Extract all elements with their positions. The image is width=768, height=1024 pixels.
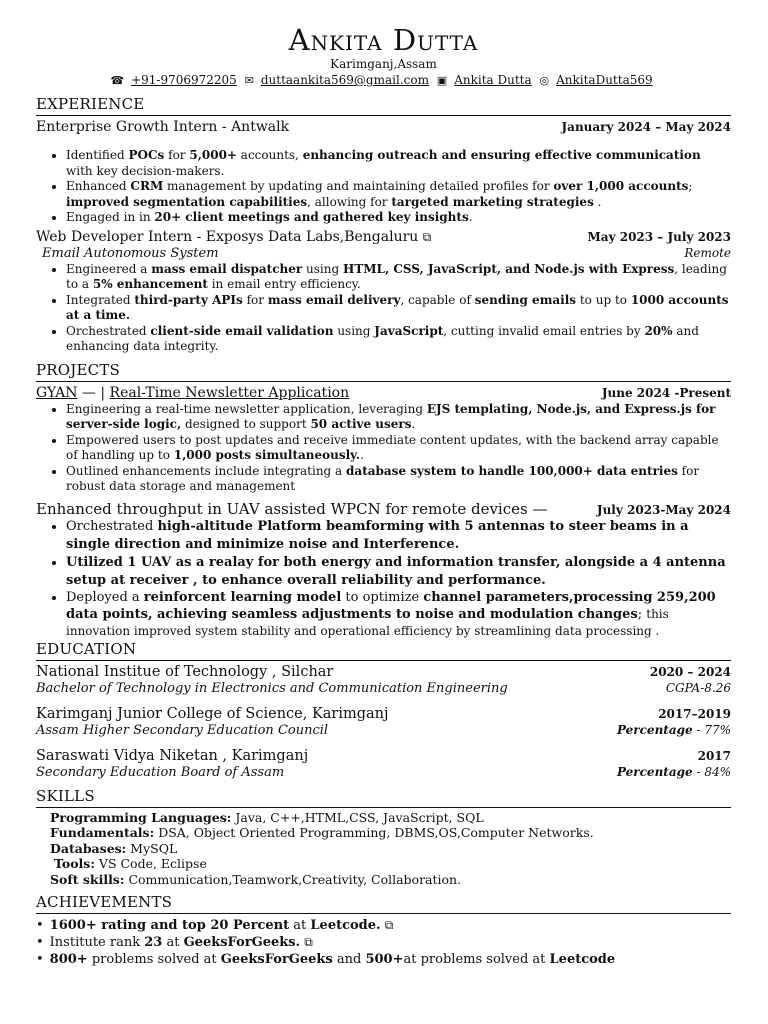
github-link[interactable]: AnkitaDutta569 [556, 73, 653, 87]
edu-grade: - 77% [692, 722, 731, 737]
skill-row: Programming Languages: Java, C++,HTML,CSS, JavaScript, SQL [50, 809, 484, 825]
proj2-bullets [36, 518, 731, 640]
edu-grade: - 84% [692, 764, 731, 779]
edu-school: Karimganj Junior College of Science, Karimganj [36, 705, 389, 722]
contact-line [36, 72, 731, 89]
exp1-role: Enterprise Growth Intern - Antwalk [36, 119, 290, 135]
edu-grade: CGPA-8.26 [665, 680, 731, 695]
phone-link[interactable]: +91-9706972205 [131, 73, 237, 87]
list-item: • Engineering a real-time newsletter application, leveraging EJS templating, Node.js, and Express.js for server-side logic, designed to support 50 active users. [66, 402, 731, 433]
edu-grade-label: Percentage [616, 764, 693, 779]
proj2-name: Enhanced throughput in UAV assisted WPCN for remote devices — [36, 499, 548, 518]
education-heading: EDUCATION [36, 640, 731, 661]
achievements-list [36, 917, 731, 968]
proj1-desc: Real-Time Newsletter Application [109, 384, 350, 401]
proj2-header [36, 500, 731, 518]
exp2-subrow [36, 246, 731, 262]
location: Karimganj,Assam [330, 57, 437, 71]
list-item: • Deployed a reinforcent learning model to optimize channel parameters,processing 259,200 data points, achieving seamless adjustments to noise and modulation changes; this innovation improved system stability and operational efficiency by streamlining data processing . [66, 590, 731, 640]
list-item: • Institute rank 23 at GeeksForGeeks. ⧉ [36, 934, 731, 951]
phone-icon: ☎ [110, 74, 125, 87]
exp2-role: Web Developer Intern - Exposys Data Labs,Bengaluru [36, 228, 419, 245]
proj1-name[interactable]: GYAN [36, 384, 78, 401]
external-link-icon[interactable]: ⧉ [304, 935, 313, 949]
proj1-date: June 2024 -Present [601, 385, 731, 400]
experience-heading: EXPERIENCE [36, 95, 731, 116]
candidate-name: Ankita Dutta [288, 23, 479, 57]
achievements-heading: ACHIEVEMENTS [36, 893, 731, 914]
list-item: • Outlined enhancements include integrating a database system to handle 100,000+ data entries for robust data storage and management [66, 464, 731, 495]
edu-entry-3 [36, 747, 731, 781]
list-item: • Identified POCs for 5,000+ accounts, enhancing outreach and ensuring effective communication with key decision-makers. [66, 148, 731, 179]
edu-date: 2020 – 2024 [649, 664, 731, 679]
list-item: • Orchestrated high-altitude Platform beamforming with 5 antennas to steer beams in a single direction and minimize noise and Interference. [66, 518, 731, 554]
skill-row: Tools: VS Code, Eclipse [54, 856, 207, 871]
exp2-date: May 2023 – July 2023 [587, 229, 731, 244]
skills-heading: SKILLS [36, 787, 731, 808]
list-item: • Engineered a mass email dispatcher using HTML, CSS, JavaScript, and Node.js with Express, leading to a 5% enhancement in email entry efficiency. [66, 262, 731, 293]
proj1-sep: — | [81, 384, 106, 401]
github-icon: ◎ [539, 74, 550, 87]
proj2-date: July 2023-May 2024 [596, 502, 731, 517]
edu-entry-1 [36, 663, 731, 697]
exp1-bullets [36, 148, 731, 226]
edu-entry-2 [36, 705, 731, 739]
resume-page [36, 0, 731, 968]
linkedin-icon: ▣ [436, 74, 448, 87]
skill-row: Fundamentals: DSA, Object Oriented Programming, DBMS,OS,Computer Networks. [50, 825, 594, 840]
email-link[interactable]: duttaankita569@gmail.com [260, 73, 429, 87]
proj1-header [36, 384, 731, 402]
edu-degree: Secondary Education Board of Assam [36, 764, 285, 780]
list-item: • 1600+ rating and top 20 Percent at Leetcode. ⧉ [36, 917, 731, 934]
external-link-icon[interactable]: ⧉ [422, 229, 432, 244]
external-link-icon[interactable]: ⧉ [384, 918, 394, 932]
exp2-bullets [36, 262, 731, 355]
list-item: • Integrated third-party APIs for mass email delivery, capable of sending emails to up to 1000 accounts at a time. [66, 293, 731, 324]
edu-degree: Bachelor of Technology in Electronics and Communication Engineering [36, 680, 508, 696]
exp1-header [36, 118, 731, 136]
list-item: • Engaged in in 20+ client meetings and gathered key insights. [66, 210, 731, 226]
edu-school: National Institue of Technology , Silchar [36, 663, 334, 680]
edu-date: 2017–2019 [658, 706, 731, 721]
list-item: • Utilized 1 UAV as a realay for both energy and information transfer, alongside a 4 antenna setup at receiver , to enhance overall reliability and performance. [66, 554, 731, 590]
envelope-icon: ✉ [244, 74, 254, 87]
skill-row: Soft skills: Communication,Teamwork,Creativity, Collaboration. [50, 871, 462, 887]
projects-heading: PROJECTS [36, 361, 731, 382]
skill-row: Databases: MySQL [50, 840, 178, 856]
edu-date: 2017 [697, 748, 731, 763]
list-item: • Orchestrated client-side email validation using JavaScript, cutting invalid email entries by 20% and enhancing data integrity. [66, 324, 731, 355]
list-item: • Empowered users to post updates and receive immediate content updates, with the backend array capable of handling up to 1,000 posts simultaneously.. [66, 433, 731, 464]
edu-grade-label: Percentage [616, 722, 693, 737]
list-item: • Enhanced CRM management by updating and maintaining detailed profiles for over 1,000 accounts; improved segmentation capabilities, allowing for targeted marketing strategies . [66, 179, 731, 210]
proj1-bullets [36, 402, 731, 495]
exp2-project: Email Autonomous System [42, 245, 219, 261]
skills-list [36, 810, 731, 888]
list-item: • 800+ problems solved at GeeksForGeeks and 500+at problems solved at Leetcode [36, 951, 731, 968]
exp2-header [36, 228, 731, 246]
edu-school: Saraswati Vidya Niketan , Karimganj [36, 747, 309, 764]
edu-degree: Assam Higher Secondary Education Council [36, 722, 329, 738]
exp2-mode: Remote [684, 245, 731, 260]
exp1-date: January 2024 – May 2024 [561, 120, 731, 134]
linkedin-link[interactable]: Ankita Dutta [454, 73, 532, 87]
